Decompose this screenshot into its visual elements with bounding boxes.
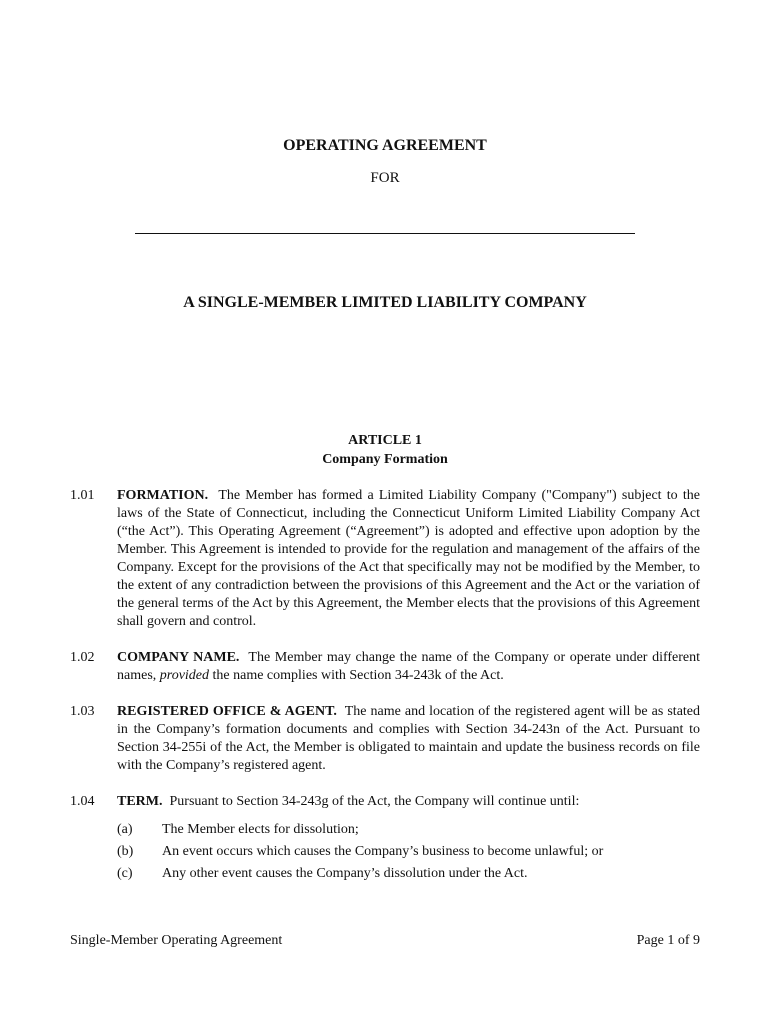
section-number: 1.04 xyxy=(70,794,95,809)
section-number: 1.03 xyxy=(70,704,95,719)
for-line: FOR xyxy=(370,170,400,186)
list-item xyxy=(117,821,700,839)
section-body xyxy=(117,793,700,811)
list-marker: (a) xyxy=(117,822,133,837)
article-number: ARTICLE 1 xyxy=(348,433,422,448)
section-heading: FORMATION. xyxy=(117,488,209,503)
list-marker: (b) xyxy=(117,844,134,859)
section-text-end: the name complies with Section 34-243k of the Act. xyxy=(212,668,504,683)
list-item xyxy=(117,843,700,861)
list-text: An event occurs which causes the Company’s business to become unlawful; or xyxy=(162,844,604,859)
list-text: The Member elects for dissolution; xyxy=(162,822,359,837)
section-heading: COMPANY NAME. xyxy=(117,650,240,665)
section-body xyxy=(117,487,700,631)
section-number: 1.02 xyxy=(70,650,95,665)
section-text: The name and location of the registered agent will be as stated in the Company’s formation documents and complies with Section 34-243n of the Act. Pursuant to Section 34-255i of the Act, the Member is obligated to maintain and update the business records on file with the Company’s registered agent. xyxy=(117,704,701,773)
article-title: Company Formation xyxy=(322,452,448,467)
company-name-blank-line xyxy=(135,233,635,234)
document-title: OPERATING AGREEMENT xyxy=(283,137,487,154)
footer-page-number: Page 1 of 9 xyxy=(636,933,700,948)
document-subtitle: A SINGLE-MEMBER LIMITED LIABILITY COMPANY xyxy=(183,294,587,311)
section-number: 1.01 xyxy=(70,488,95,503)
section-heading: REGISTERED OFFICE & AGENT. xyxy=(117,704,337,719)
section-text-italic: provided xyxy=(159,668,210,683)
section-body xyxy=(117,703,700,775)
section-heading: TERM. xyxy=(117,794,163,809)
section-text: Pursuant to Section 34-243g of the Act, the Company will continue until: xyxy=(169,794,580,809)
list-text: Any other event causes the Company’s dissolution under the Act. xyxy=(162,866,528,881)
section-body xyxy=(117,649,700,685)
list-item xyxy=(117,865,700,883)
section-text: The Member may change the name of the Company or operate under different names, xyxy=(117,650,701,683)
section-text: The Member has formed a Limited Liability Company ("Company") subject to the laws of the State of Connecticut, including the Connecticut Uniform Limited Liability Company Act (“the Act”). This Operating Agreement (“Agreement”) is adopted and effective upon adoption by the Member. This Agreement is intended to provide for the regulation and management of the affairs of the Company. Except for the provisions of the Act that specifically may not be modified by the Member, to the extent of any contradiction between the provisions of this Agreement and the Act or the variation of the general terms of the Act by this Agreement, the Member elects that the provisions of this Agreement shall govern and control. xyxy=(117,488,700,629)
footer-document-name: Single-Member Operating Agreement xyxy=(70,933,283,948)
list-marker: (c) xyxy=(117,866,133,881)
